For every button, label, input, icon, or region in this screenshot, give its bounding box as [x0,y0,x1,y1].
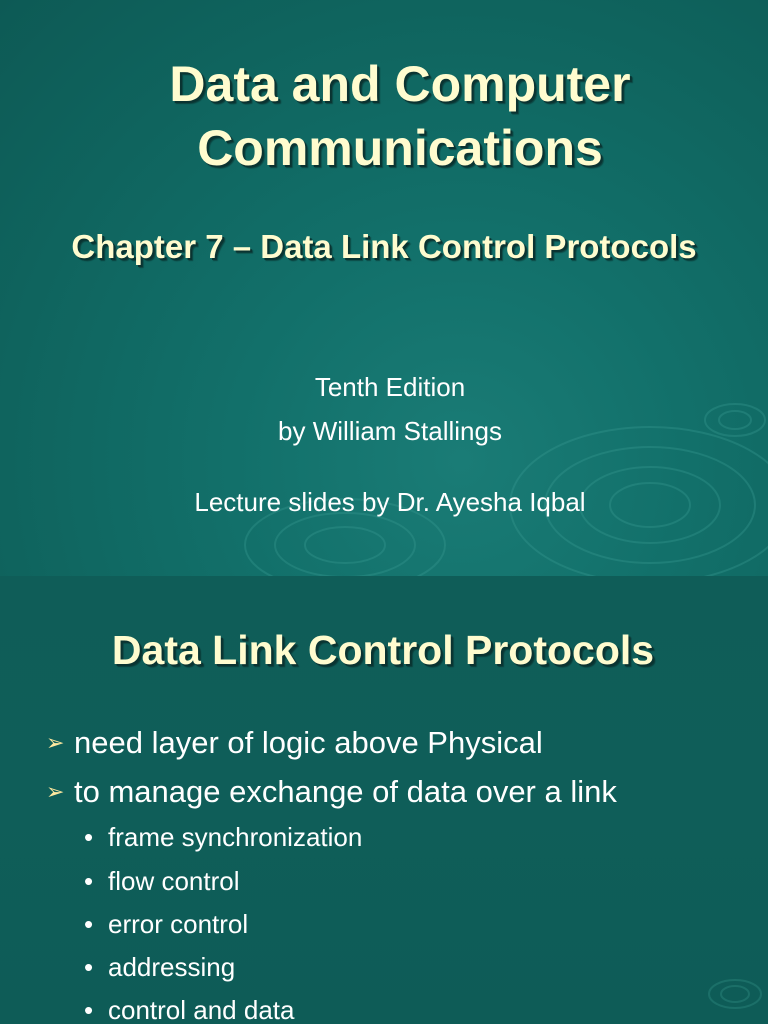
arrow-bullet-icon: ➢ [46,730,65,755]
sub-bullet-item [84,950,235,984]
sub-bullet-text: error control [108,909,249,939]
bullet-text: to manage exchange of data over a link [74,774,617,809]
arrow-bullet-icon: ➢ [46,779,65,804]
dot-bullet-icon: • [84,822,94,852]
bullet-item [46,723,543,763]
dot-bullet-icon: • [84,866,94,896]
chapter-subtitle: Chapter 7 – Data Link Control Protocols [71,228,697,265]
sub-bullet-text: control and data [108,995,295,1024]
dot-bullet-icon: • [84,909,94,939]
dot-bullet-icon: • [84,995,94,1024]
edition-text: Tenth Edition [314,372,466,402]
presentation-title: Data and Computer Communications [169,56,631,176]
slide-title: Data Link Control Protocols [111,627,655,673]
sub-bullet-text: flow control [108,866,240,896]
sub-bullet-item [84,907,248,941]
bullet-item [46,772,617,812]
lecture-credit-text: Lecture slides by Dr. Ayesha Iqbal [194,487,586,517]
sub-bullet-text: frame synchronization [108,822,363,852]
bullet-text: need layer of logic above Physical [74,725,543,760]
sub-bullet-item [84,993,294,1024]
sub-bullet-item [84,864,240,898]
sub-bullet-text: addressing [108,952,236,982]
dot-bullet-icon: • [84,952,94,982]
author-text: by William Stallings [278,416,502,446]
content-slide [0,576,768,1024]
sub-bullet-item [84,820,362,854]
